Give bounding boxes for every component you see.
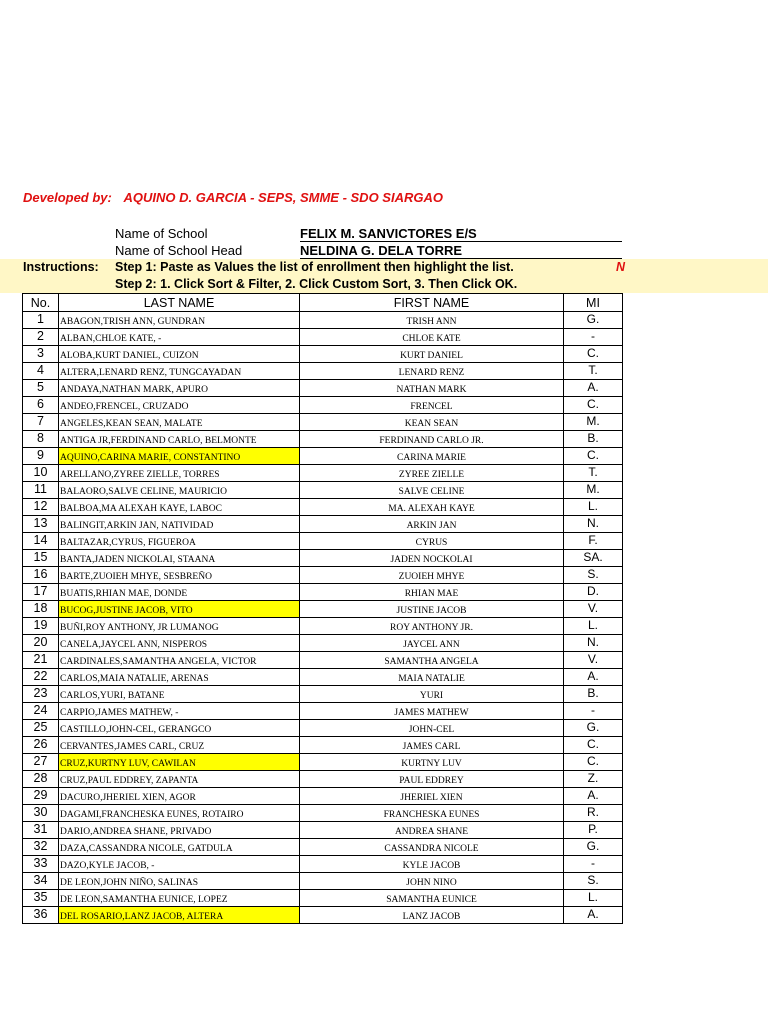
last-name-cell[interactable]: ALOBA,KURT DANIEL, CUIZON [59, 346, 300, 363]
school-head-row [115, 243, 622, 260]
first-name-cell[interactable]: JOHN NINO [300, 873, 564, 890]
last-name-cell[interactable]: BUCOG,JUSTINE JACOB, VITO [59, 601, 300, 618]
table-row [23, 771, 623, 788]
table-row [23, 805, 623, 822]
first-name-cell[interactable]: SALVE CELINE [300, 482, 564, 499]
table-row [23, 890, 623, 907]
school-name-row [115, 226, 622, 243]
last-name-cell[interactable]: ANTIGA JR,FERDINAND CARLO, BELMONTE [59, 431, 300, 448]
row-number-cell[interactable]: 35 [23, 890, 59, 907]
last-name-cell[interactable]: DE LEON,SAMANTHA EUNICE, LOPEZ [59, 890, 300, 907]
first-name-cell[interactable]: KEAN SEAN [300, 414, 564, 431]
last-name-cell[interactable]: ARELLANO,ZYREE ZIELLE, TORRES [59, 465, 300, 482]
middle-initial-cell[interactable]: S. [564, 567, 623, 584]
row-number-cell[interactable]: 34 [23, 873, 59, 890]
instructions-step1-tail: N [616, 260, 626, 274]
middle-initial-cell[interactable]: B. [564, 686, 623, 703]
middle-initial-cell[interactable]: - [564, 856, 623, 873]
table-row [23, 397, 623, 414]
first-name-cell[interactable]: LENARD RENZ [300, 363, 564, 380]
first-name-cell[interactable]: JAYCEL ANN [300, 635, 564, 652]
middle-initial-cell[interactable]: A. [564, 380, 623, 397]
table-row [23, 584, 623, 601]
middle-initial-cell[interactable]: - [564, 703, 623, 720]
table-row [23, 618, 623, 635]
middle-initial-cell[interactable]: C. [564, 346, 623, 363]
table-row [23, 567, 623, 584]
first-name-cell[interactable]: JAMES MATHEW [300, 703, 564, 720]
middle-initial-cell[interactable]: L. [564, 499, 623, 516]
first-name-cell[interactable]: JADEN NOCKOLAI [300, 550, 564, 567]
first-name-cell[interactable]: RHIAN MAE [300, 584, 564, 601]
last-name-cell[interactable]: CASTILLO,JOHN-CEL, GERANGCO [59, 720, 300, 737]
row-number-cell[interactable]: 27 [23, 754, 59, 771]
first-name-cell[interactable]: KURT DANIEL [300, 346, 564, 363]
table-row [23, 499, 623, 516]
middle-initial-cell[interactable]: A. [564, 788, 623, 805]
instructions-step2: Step 2: 1. Click Sort & Filter, 2. Click Custom Sort, 3. Then Click OK. [115, 277, 518, 291]
table-row [23, 754, 623, 771]
last-name-cell[interactable]: ANDEO,FRENCEL, CRUZADO [59, 397, 300, 414]
last-name-cell[interactable]: CRUZ,PAUL EDDREY, ZAPANTA [59, 771, 300, 788]
middle-initial-cell[interactable]: SA. [564, 550, 623, 567]
row-number-cell[interactable]: 31 [23, 822, 59, 839]
table-row [23, 839, 623, 856]
first-name-cell[interactable]: YURI [300, 686, 564, 703]
row-number-cell[interactable]: 19 [23, 618, 59, 635]
school-head-cell[interactable]: NELDINA G. DELA TORRE [300, 243, 622, 259]
row-number-cell[interactable]: 24 [23, 703, 59, 720]
last-name-cell[interactable]: BALBOA,MA ALEXAH KAYE, LABOC [59, 499, 300, 516]
middle-initial-cell[interactable]: L. [564, 618, 623, 635]
middle-initial-cell[interactable]: T. [564, 363, 623, 380]
row-number-cell[interactable]: 3 [23, 346, 59, 363]
last-name-cell[interactable]: BUÑI,ROY ANTHONY, JR LUMANOG [59, 618, 300, 635]
middle-initial-cell[interactable]: F. [564, 533, 623, 550]
header-no[interactable]: No. [23, 294, 59, 312]
enrollment-table [22, 293, 623, 924]
developer-label: Developed by: [23, 190, 112, 205]
last-name-cell[interactable]: BARTE,ZUOIEH MHYE, SESBREÑO [59, 567, 300, 584]
last-name-cell[interactable]: CARDINALES,SAMANTHA ANGELA, VICTOR [59, 652, 300, 669]
last-name-cell[interactable]: BALTAZAR,CYRUS, FIGUEROA [59, 533, 300, 550]
table-row [23, 907, 623, 924]
middle-initial-cell[interactable]: V. [564, 652, 623, 669]
middle-initial-cell[interactable]: A. [564, 907, 623, 924]
developer-credit [23, 190, 443, 205]
row-number-cell[interactable]: 29 [23, 788, 59, 805]
row-number-cell[interactable]: 25 [23, 720, 59, 737]
middle-initial-cell[interactable]: V. [564, 601, 623, 618]
middle-initial-cell[interactable]: Z. [564, 771, 623, 788]
table-row [23, 312, 623, 329]
first-name-cell[interactable]: SAMANTHA ANGELA [300, 652, 564, 669]
middle-initial-cell[interactable]: N. [564, 635, 623, 652]
first-name-cell[interactable]: ARKIN JAN [300, 516, 564, 533]
middle-initial-cell[interactable]: P. [564, 822, 623, 839]
row-number-cell[interactable]: 17 [23, 584, 59, 601]
last-name-cell[interactable]: DAZO,KYLE JACOB, - [59, 856, 300, 873]
first-name-cell[interactable]: JHERIEL XIEN [300, 788, 564, 805]
school-name-cell[interactable]: FELIX M. SANVICTORES E/S [300, 226, 622, 242]
row-number-cell[interactable]: 1 [23, 312, 59, 329]
row-number-cell[interactable]: 18 [23, 601, 59, 618]
header-first-name[interactable]: FIRST NAME [300, 294, 564, 312]
row-number-cell[interactable]: 14 [23, 533, 59, 550]
middle-initial-cell[interactable]: T. [564, 465, 623, 482]
instructions-step1-row [0, 259, 768, 276]
table-row [23, 720, 623, 737]
table-row [23, 550, 623, 567]
middle-initial-cell[interactable]: N. [564, 516, 623, 533]
row-number-cell[interactable]: 22 [23, 669, 59, 686]
table-row [23, 516, 623, 533]
first-name-cell[interactable]: TRISH ANN [300, 312, 564, 329]
middle-initial-cell[interactable]: D. [564, 584, 623, 601]
first-name-cell[interactable]: JUSTINE JACOB [300, 601, 564, 618]
middle-initial-cell[interactable]: G. [564, 312, 623, 329]
school-head-label: Name of School Head [115, 243, 243, 258]
table-row [23, 482, 623, 499]
first-name-cell[interactable]: CARINA MARIE [300, 448, 564, 465]
row-number-cell[interactable]: 28 [23, 771, 59, 788]
last-name-cell[interactable]: BUATIS,RHIAN MAE, DONDE [59, 584, 300, 601]
first-name-cell[interactable]: ANDREA SHANE [300, 822, 564, 839]
middle-initial-cell[interactable]: M. [564, 414, 623, 431]
first-name-cell[interactable]: NATHAN MARK [300, 380, 564, 397]
middle-initial-cell[interactable]: B. [564, 431, 623, 448]
row-number-cell[interactable]: 20 [23, 635, 59, 652]
last-name-cell[interactable]: ANDAYA,NATHAN MARK, APURO [59, 380, 300, 397]
first-name-cell[interactable]: KURTNY LUV [300, 754, 564, 771]
first-name-cell[interactable]: SAMANTHA EUNICE [300, 890, 564, 907]
last-name-cell[interactable]: CANELA,JAYCEL ANN, NISPEROS [59, 635, 300, 652]
last-name-cell[interactable]: CARPIO,JAMES MATHEW, - [59, 703, 300, 720]
instructions-step2-row [0, 276, 768, 293]
table-row [23, 346, 623, 363]
instructions-step1: Step 1: Paste as Values the list of enrollment then highlight the list. [115, 260, 514, 274]
row-number-cell[interactable]: 13 [23, 516, 59, 533]
first-name-cell[interactable]: CHLOE KATE [300, 329, 564, 346]
middle-initial-cell[interactable]: M. [564, 482, 623, 499]
table-row [23, 380, 623, 397]
first-name-cell[interactable]: KYLE JACOB [300, 856, 564, 873]
last-name-cell[interactable]: ALTERA,LENARD RENZ, TUNGCAYADAN [59, 363, 300, 380]
first-name-cell[interactable]: FERDINAND CARLO JR. [300, 431, 564, 448]
last-name-cell[interactable]: BALINGIT,ARKIN JAN, NATIVIDAD [59, 516, 300, 533]
first-name-cell[interactable]: CASSANDRA NICOLE [300, 839, 564, 856]
first-name-cell[interactable]: CYRUS [300, 533, 564, 550]
middle-initial-cell[interactable]: C. [564, 448, 623, 465]
first-name-cell[interactable]: PAUL EDDREY [300, 771, 564, 788]
row-number-cell[interactable]: 32 [23, 839, 59, 856]
table-row [23, 448, 623, 465]
row-number-cell[interactable]: 15 [23, 550, 59, 567]
first-name-cell[interactable]: ROY ANTHONY JR. [300, 618, 564, 635]
first-name-cell[interactable]: ZUOIEH MHYE [300, 567, 564, 584]
table-row [23, 822, 623, 839]
table-row [23, 414, 623, 431]
table-row [23, 856, 623, 873]
last-name-cell[interactable]: BALAORO,SALVE CELINE, MAURICIO [59, 482, 300, 499]
table-row [23, 703, 623, 720]
last-name-cell[interactable]: ANGELES,KEAN SEAN, MALATE [59, 414, 300, 431]
table-body [23, 312, 623, 924]
table-row [23, 873, 623, 890]
row-number-cell[interactable]: 11 [23, 482, 59, 499]
first-name-cell[interactable]: MAIA NATALIE [300, 669, 564, 686]
table-row [23, 533, 623, 550]
row-number-cell[interactable]: 9 [23, 448, 59, 465]
row-number-cell[interactable]: 36 [23, 907, 59, 924]
school-name-label: Name of School [115, 226, 208, 241]
row-number-cell[interactable]: 2 [23, 329, 59, 346]
table-row [23, 788, 623, 805]
row-number-cell[interactable]: 8 [23, 431, 59, 448]
table-row [23, 669, 623, 686]
middle-initial-cell[interactable]: L. [564, 890, 623, 907]
last-name-cell[interactable]: DAZA,CASSANDRA NICOLE, GATDULA [59, 839, 300, 856]
middle-initial-cell[interactable]: A. [564, 669, 623, 686]
first-name-cell[interactable]: LANZ JACOB [300, 907, 564, 924]
table-row [23, 363, 623, 380]
row-number-cell[interactable]: 6 [23, 397, 59, 414]
middle-initial-cell[interactable]: G. [564, 839, 623, 856]
row-number-cell[interactable]: 21 [23, 652, 59, 669]
first-name-cell[interactable]: FRANCHESKA EUNES [300, 805, 564, 822]
row-number-cell[interactable]: 30 [23, 805, 59, 822]
header-mi[interactable]: MI [564, 294, 623, 312]
row-number-cell[interactable]: 16 [23, 567, 59, 584]
last-name-cell[interactable]: ABAGON,TRISH ANN, GUNDRAN [59, 312, 300, 329]
developer-name: AQUINO D. GARCIA - SEPS, SMME - SDO SIARGAO [123, 190, 443, 205]
middle-initial-cell[interactable]: C. [564, 754, 623, 771]
table-row [23, 737, 623, 754]
row-number-cell[interactable]: 4 [23, 363, 59, 380]
first-name-cell[interactable]: ZYREE ZIELLE [300, 465, 564, 482]
table-header-row [23, 294, 623, 312]
row-number-cell[interactable]: 7 [23, 414, 59, 431]
last-name-cell[interactable]: CRUZ,KURTNY LUV, CAWILAN [59, 754, 300, 771]
first-name-cell[interactable]: JOHN-CEL [300, 720, 564, 737]
last-name-cell[interactable]: CERVANTES,JAMES CARL, CRUZ [59, 737, 300, 754]
last-name-cell[interactable]: BANTA,JADEN NICKOLAI, STAANA [59, 550, 300, 567]
row-number-cell[interactable]: 10 [23, 465, 59, 482]
middle-initial-cell[interactable]: - [564, 329, 623, 346]
last-name-cell[interactable]: AQUINO,CARINA MARIE, CONSTANTINO [59, 448, 300, 465]
instructions-label: Instructions: [23, 260, 99, 274]
row-number-cell[interactable]: 26 [23, 737, 59, 754]
first-name-cell[interactable]: JAMES CARL [300, 737, 564, 754]
row-number-cell[interactable]: 5 [23, 380, 59, 397]
last-name-cell[interactable]: CARLOS,YURI, BATANE [59, 686, 300, 703]
table-row [23, 329, 623, 346]
first-name-cell[interactable]: FRENCEL [300, 397, 564, 414]
last-name-cell[interactable]: DEL ROSARIO,LANZ JACOB, ALTERA [59, 907, 300, 924]
last-name-cell[interactable]: DARIO,ANDREA SHANE, PRIVADO [59, 822, 300, 839]
last-name-cell[interactable]: DAGAMI,FRANCHESKA EUNES, ROTAIRO [59, 805, 300, 822]
middle-initial-cell[interactable]: S. [564, 873, 623, 890]
last-name-cell[interactable]: ALBAN,CHLOE KATE, - [59, 329, 300, 346]
middle-initial-cell[interactable]: R. [564, 805, 623, 822]
table-row [23, 635, 623, 652]
table-row [23, 431, 623, 448]
middle-initial-cell[interactable]: C. [564, 737, 623, 754]
table-row [23, 465, 623, 482]
first-name-cell[interactable]: MA. ALEXAH KAYE [300, 499, 564, 516]
last-name-cell[interactable]: CARLOS,MAIA NATALIE, ARENAS [59, 669, 300, 686]
table-row [23, 686, 623, 703]
row-number-cell[interactable]: 12 [23, 499, 59, 516]
last-name-cell[interactable]: DE LEON,JOHN NIÑO, SALINAS [59, 873, 300, 890]
table-row [23, 652, 623, 669]
row-number-cell[interactable]: 33 [23, 856, 59, 873]
middle-initial-cell[interactable]: G. [564, 720, 623, 737]
middle-initial-cell[interactable]: C. [564, 397, 623, 414]
last-name-cell[interactable]: DACURO,JHERIEL XIEN, AGOR [59, 788, 300, 805]
table-row [23, 601, 623, 618]
header-last-name[interactable]: LAST NAME [59, 294, 300, 312]
row-number-cell[interactable]: 23 [23, 686, 59, 703]
